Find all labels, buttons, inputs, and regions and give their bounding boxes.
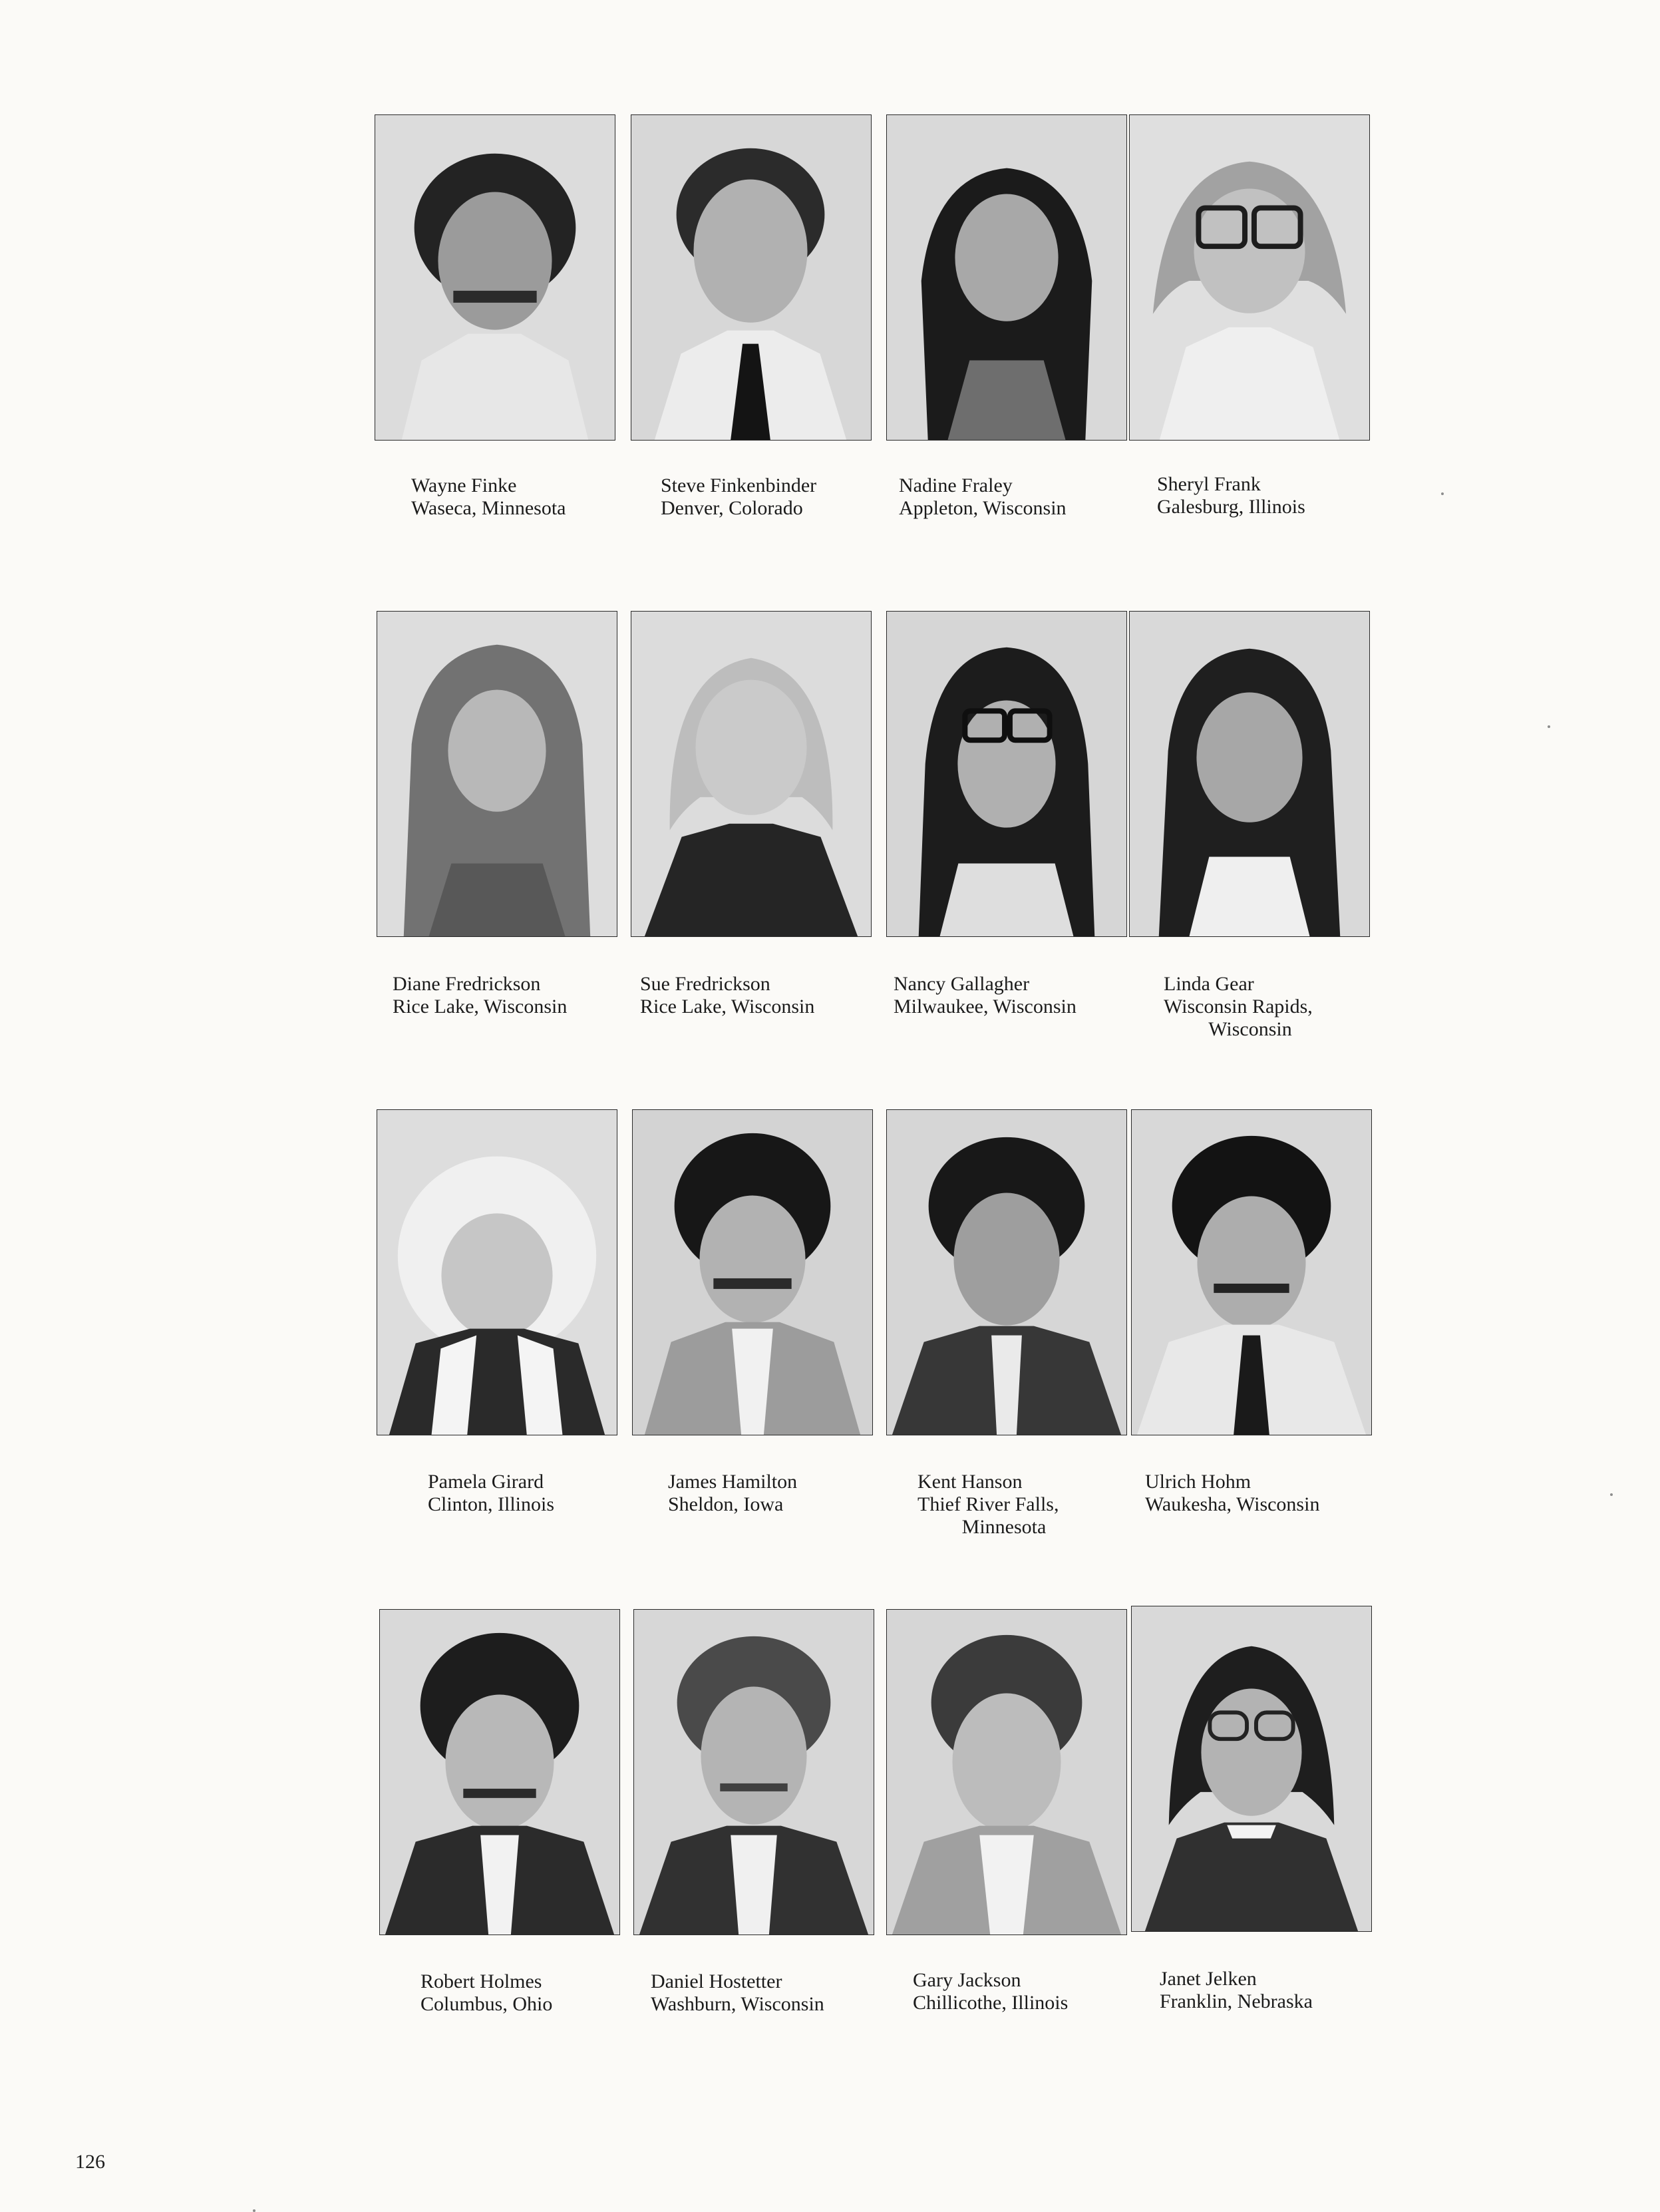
caption-daniel-hostetter bbox=[651, 1970, 930, 2016]
student-name: Nancy Gallagher bbox=[894, 973, 1030, 995]
portrait-james-hamilton bbox=[632, 1109, 873, 1435]
caption-sue-fredrickson bbox=[640, 973, 919, 1018]
student-name: Sue Fredrickson bbox=[640, 973, 770, 995]
portrait-male-icon bbox=[1132, 1110, 1371, 1435]
portrait-sheryl-frank bbox=[1129, 114, 1370, 441]
portrait-female-icon bbox=[377, 612, 617, 936]
student-name: Pamela Girard bbox=[428, 1471, 544, 1493]
portrait-male-icon bbox=[633, 1110, 872, 1435]
student-name: Kent Hanson bbox=[917, 1471, 1023, 1493]
student-hometown: Waukesha, Wisconsin bbox=[1145, 1493, 1320, 1515]
student-hometown: Washburn, Wisconsin bbox=[651, 1993, 824, 2015]
page-number: 126 bbox=[75, 2151, 105, 2173]
student-hometown: Wisconsin Rapids, bbox=[1164, 996, 1313, 1017]
caption-pamela-girard bbox=[428, 1471, 707, 1516]
portrait-male-icon bbox=[634, 1610, 874, 1935]
portrait-pamela-girard bbox=[377, 1109, 617, 1435]
student-hometown: Sheldon, Iowa bbox=[668, 1493, 784, 1515]
student-hometown: Clinton, Illinois bbox=[428, 1493, 555, 1515]
portrait-wayne-finke bbox=[375, 114, 615, 441]
student-hometown: Denver, Colorado bbox=[661, 497, 803, 519]
caption-steve-finkenbinder bbox=[661, 474, 940, 520]
portrait-male-icon bbox=[887, 1610, 1126, 1935]
student-hometown: Galesburg, Illinois bbox=[1157, 496, 1305, 518]
portrait-daniel-hostetter bbox=[633, 1609, 874, 1935]
caption-diane-fredrickson bbox=[393, 973, 672, 1018]
student-name: Daniel Hostetter bbox=[651, 1970, 782, 1992]
student-name: Nadine Fraley bbox=[899, 474, 1013, 496]
paper-speck bbox=[1441, 492, 1444, 495]
portrait-male-icon bbox=[887, 1110, 1126, 1435]
student-hometown-continued: Wisconsin bbox=[1208, 1018, 1292, 1040]
paper-speck bbox=[253, 2209, 255, 2212]
portrait-robert-holmes bbox=[379, 1609, 620, 1935]
caption-linda-gear bbox=[1164, 973, 1443, 1041]
student-hometown: Rice Lake, Wisconsin bbox=[640, 996, 815, 1017]
portrait-nancy-gallagher bbox=[886, 611, 1127, 937]
student-hometown: Thief River Falls, bbox=[917, 1493, 1059, 1515]
portrait-ulrich-hohm bbox=[1131, 1109, 1372, 1435]
student-hometown-continued: Minnesota bbox=[961, 1516, 1047, 1538]
student-hometown: Columbus, Ohio bbox=[420, 1993, 553, 2015]
portrait-gary-jackson bbox=[886, 1609, 1127, 1935]
portrait-diane-fredrickson bbox=[377, 611, 617, 937]
student-name: James Hamilton bbox=[668, 1471, 798, 1493]
portrait-female-icon bbox=[887, 612, 1126, 936]
student-name: Wayne Finke bbox=[411, 474, 517, 496]
caption-nancy-gallagher bbox=[894, 973, 1173, 1018]
student-hometown: Waseca, Minnesota bbox=[411, 497, 566, 519]
portrait-janet-jelken bbox=[1131, 1606, 1372, 1932]
student-hometown: Milwaukee, Wisconsin bbox=[894, 996, 1077, 1017]
portrait-male-icon bbox=[375, 115, 615, 440]
student-hometown: Chillicothe, Illinois bbox=[913, 1992, 1069, 2014]
portrait-nadine-fraley bbox=[886, 114, 1127, 441]
portrait-female-icon bbox=[377, 1110, 617, 1435]
caption-james-hamilton bbox=[668, 1471, 947, 1516]
caption-sheryl-frank bbox=[1157, 473, 1436, 518]
student-name: Robert Holmes bbox=[420, 1970, 542, 1992]
student-name: Diane Fredrickson bbox=[393, 973, 541, 995]
portrait-male-icon bbox=[631, 115, 871, 440]
student-hometown: Franklin, Nebraska bbox=[1160, 1990, 1313, 2012]
student-name: Steve Finkenbinder bbox=[661, 474, 817, 496]
portrait-female-icon bbox=[1130, 115, 1369, 440]
portrait-sue-fredrickson bbox=[631, 611, 872, 937]
portrait-female-icon bbox=[1130, 612, 1369, 936]
portrait-linda-gear bbox=[1129, 611, 1370, 937]
student-name: Gary Jackson bbox=[913, 1969, 1021, 1991]
student-name: Janet Jelken bbox=[1160, 1968, 1257, 1990]
student-name: Linda Gear bbox=[1164, 973, 1254, 995]
caption-nadine-fraley bbox=[899, 474, 1178, 520]
portrait-male-icon bbox=[380, 1610, 619, 1935]
student-name: Ulrich Hohm bbox=[1145, 1471, 1251, 1493]
paper-speck bbox=[1610, 1493, 1613, 1496]
portrait-steve-finkenbinder bbox=[631, 114, 872, 441]
paper-speck bbox=[1548, 725, 1550, 728]
caption-gary-jackson bbox=[913, 1969, 1192, 2014]
portrait-female-icon bbox=[631, 612, 871, 936]
portrait-female-icon bbox=[887, 115, 1126, 440]
student-hometown: Appleton, Wisconsin bbox=[899, 497, 1067, 519]
portrait-kent-hanson bbox=[886, 1109, 1127, 1435]
portrait-female-icon bbox=[1132, 1606, 1371, 1931]
student-hometown: Rice Lake, Wisconsin bbox=[393, 996, 568, 1017]
caption-ulrich-hohm bbox=[1145, 1471, 1424, 1516]
caption-janet-jelken bbox=[1160, 1968, 1439, 2013]
caption-wayne-finke bbox=[411, 474, 691, 520]
student-name: Sheryl Frank bbox=[1157, 473, 1261, 495]
